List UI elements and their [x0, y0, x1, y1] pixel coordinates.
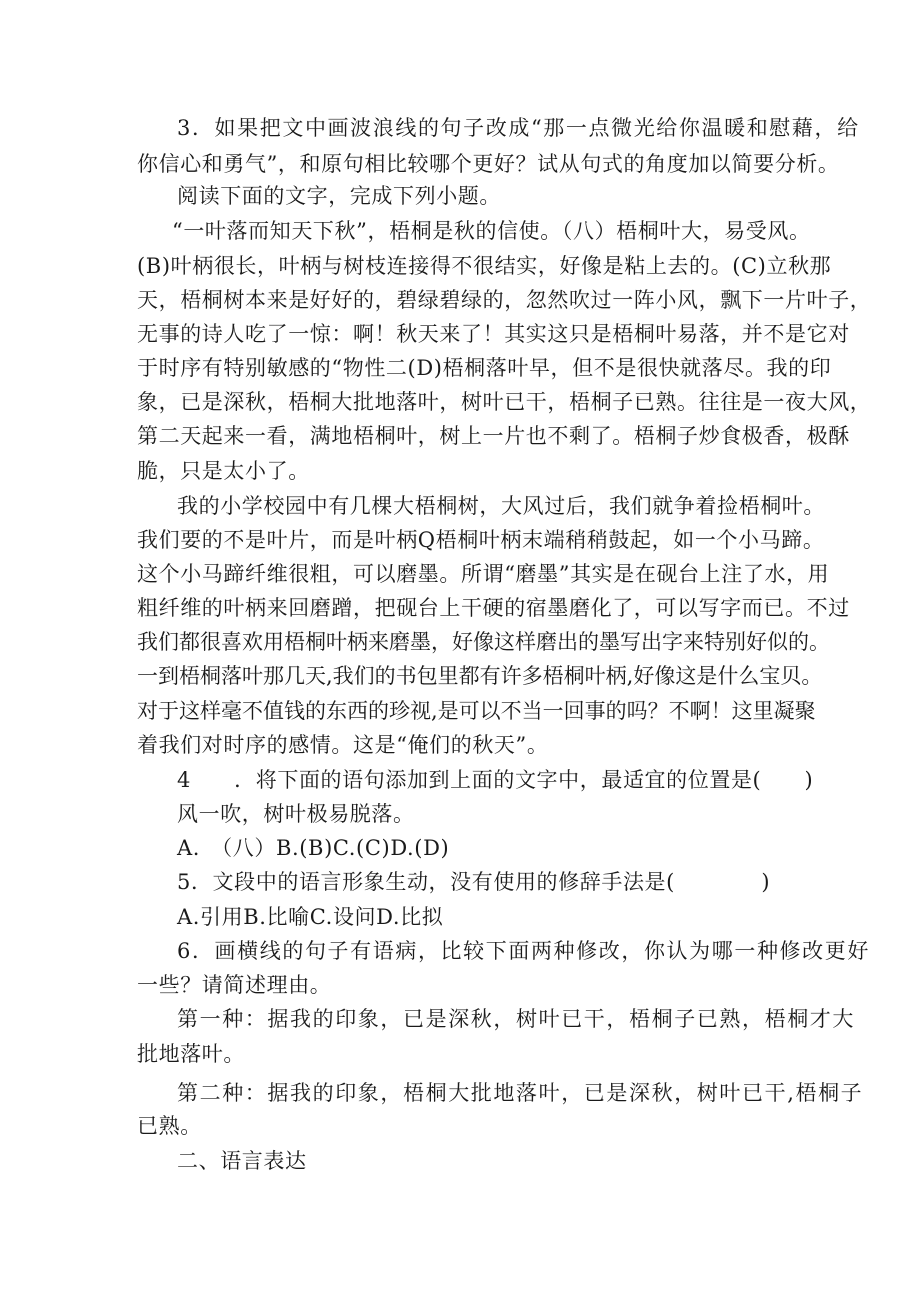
- reading-intro: 阅读下面的文字，完成下列小题。: [177, 184, 501, 208]
- q6-first-option-line-2: 批地落叶。: [137, 1042, 245, 1066]
- q4-sentence: 风一吹，树叶极易脱落。: [177, 802, 415, 826]
- passage-p1-line-5: 于时序有特别敏感的“物性二(D)梧桐落叶早，但不是很快就落尽。我的印: [137, 356, 832, 380]
- q5-options: A.引用B.比喻C.设问D.比拟: [177, 905, 444, 929]
- passage-p1-line-6: 象，已是深秋，梧桐大批地落叶，树叶已干，梧桐子已熟。往往是一夜大风，: [137, 390, 872, 414]
- q6-line-1: 6．画横线的句子有语病，比较下面两种修改，你认为哪一种修改更好: [177, 939, 870, 963]
- q4-stem: 4 ．将下面的语句添加到上面的文字中，最适宜的位置是( ): [177, 768, 814, 792]
- passage-p1-line-8: 脆，只是太小了。: [137, 459, 310, 483]
- passage-p2-line-7: 对于这样毫不值钱的东西的珍视,是可以不当一回事的吗？不啊！这里凝聚: [137, 699, 816, 723]
- passage-p1-line-3: 天，梧桐树本来是好好的，碧绿碧绿的，忽然吹过一阵小风，飘下一片叶子，: [137, 288, 872, 312]
- passage-p2-line-3: 这个小马蹄纤维很粗，可以磨墨。所谓“磨墨”其实是在砚台上注了水，用: [137, 562, 830, 586]
- q5-stem: 5．文段中的语言形象生动，没有使用的修辞手法是( ): [177, 870, 771, 894]
- section-heading: 二、语言表达: [177, 1149, 307, 1173]
- q3-line-2: 你信心和勇气”，和原句相比较哪个更好？试从句式的角度加以简要分析。: [137, 152, 840, 176]
- q4-options: A. （八）B.(B)C.(C)D.(D): [177, 836, 450, 860]
- passage-p1-line-4: 无事的诗人吃了一惊：啊！秋天来了！其实这只是梧桐叶易落，并不是它对: [137, 322, 850, 346]
- passage-p1-line-1: “一叶落而知天下秋”，梧桐是秋的信使。（八）梧桐叶大，易受风。: [172, 219, 811, 243]
- passage-p2-line-8: 着我们对时序的感情。这是“俺们的秋天”。: [137, 733, 549, 757]
- passage-p2-line-4: 粗纤维的叶柄来回磨蹭，把砚台上干硬的宿墨磨化了，可以写字而已。不过: [137, 596, 850, 620]
- passage-p2-line-6: 一到梧桐落叶那几天,我们的书包里都有许多梧桐叶柄,好像这是什么宝贝。: [137, 664, 823, 688]
- passage-p1-line-7: 第二天起来一看，满地梧桐叶，树上一片也不剩了。梧桐子炒食极香，极酥: [137, 424, 850, 448]
- passage-p2-line-1: 我的小学校园中有几棵大梧桐树，大风过后，我们就争着捡梧桐叶。: [177, 494, 825, 518]
- q6-second-option-line-1: 第二种：据我的印象，梧桐大批地落叶，已是深秋，树叶已干,梧桐子: [177, 1081, 864, 1105]
- passage-p2-line-2: 我们要的不是叶片，而是叶柄Q梧桐叶柄末端稍稍鼓起，如一个小马蹄。: [137, 528, 825, 552]
- q6-line-2: 一些？请简述理由。: [137, 973, 332, 997]
- q3-line-1: 3．如果把文中画波浪线的句子改成“那一点微光给你温暖和慰藉，给: [177, 116, 860, 140]
- q6-second-option-line-2: 已熟。: [137, 1114, 202, 1138]
- q6-first-option-line-1: 第一种：据我的印象，已是深秋，树叶已干，梧桐子已熟，梧桐才大: [177, 1007, 855, 1031]
- passage-p1-line-2: (B)叶柄很长，叶柄与树枝连接得不很结实，好像是粘上去的。(C)立秋那: [137, 254, 832, 278]
- passage-p2-line-5: 我们都很喜欢用梧桐叶柄来磨墨，好像这样磨出的墨写出字来特别好似的。: [137, 630, 830, 654]
